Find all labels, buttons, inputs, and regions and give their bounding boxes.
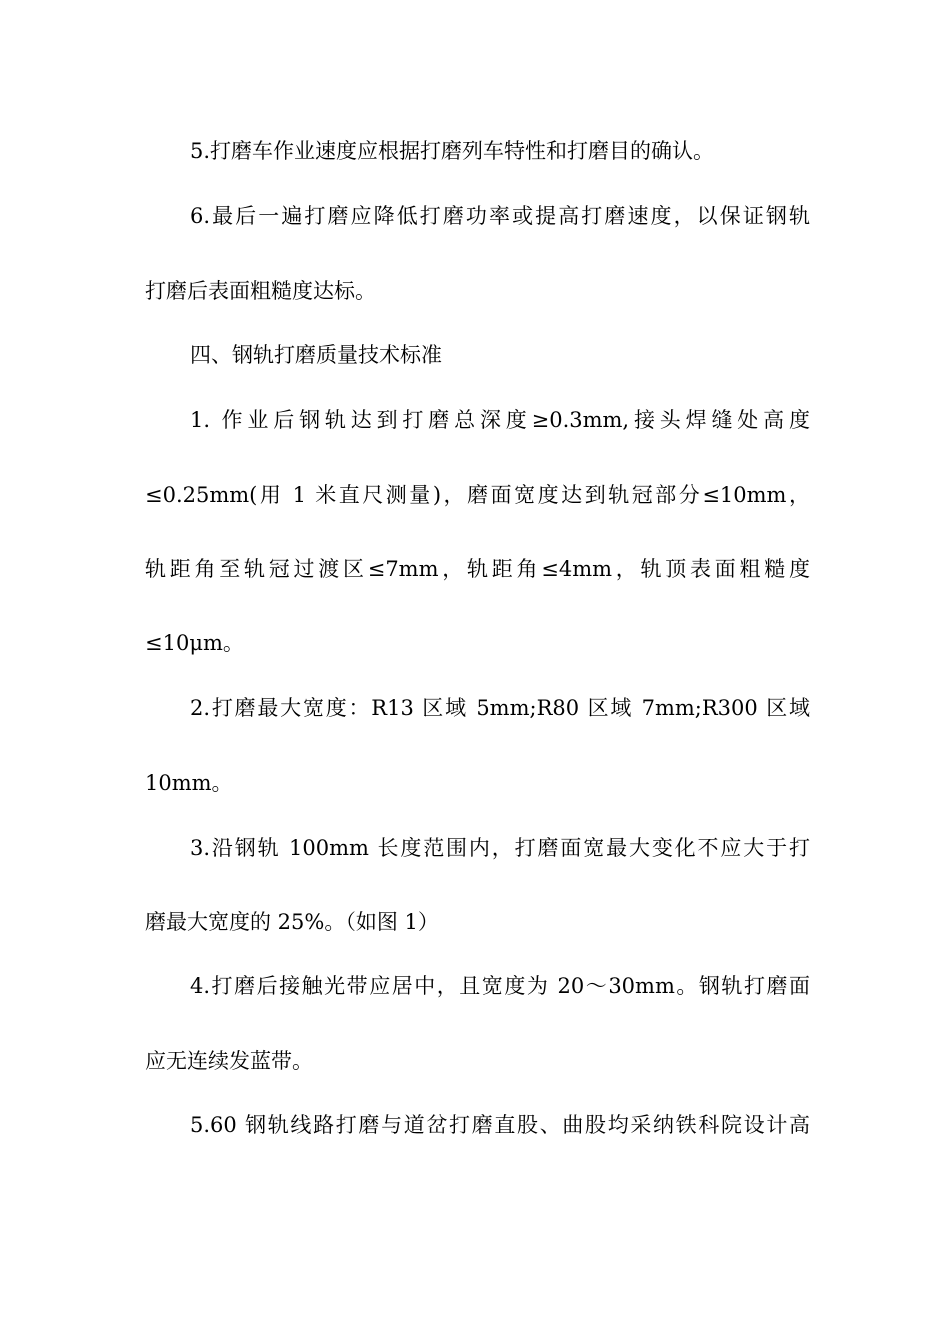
standard-item-1-line-1: 1. 作业后钢轨达到打磨总深度≥0.3mm,接头焊缝处高度 xyxy=(190,408,810,432)
paragraph-item-6-line-2: 打磨后表面粗糙度达标。 xyxy=(145,279,376,303)
standard-item-4-line-2: 应无连续发蓝带。 xyxy=(145,1049,313,1073)
standard-item-4-line-1: 4.打磨后接触光带应居中，且宽度为 20～30mm。钢轨打磨面 xyxy=(190,974,810,998)
standard-item-1-line-3: 轨距角至轨冠过渡区≤7mm，轨距角≤4mm，轨顶表面粗糙度 xyxy=(145,557,810,581)
standard-item-3-line-2: 磨最大宽度的 25%。（如图 1） xyxy=(145,910,439,934)
standard-item-1-line-4: ≤10μm。 xyxy=(145,631,244,655)
standard-item-5-line-1: 5.60 钢轨线路打磨与道岔打磨直股、曲股均采纳铁科院设计高 xyxy=(190,1113,810,1137)
paragraph-item-6-line-1: 6.最后一遍打磨应降低打磨功率或提高打磨速度，以保证钢轨 xyxy=(190,204,810,228)
standard-item-2-line-2: 10mm。 xyxy=(145,771,233,795)
standard-item-2-line-1: 2.打磨最大宽度：R13 区域 5mm;R80 区域 7mm;R300 区域 xyxy=(190,696,810,720)
standard-item-1-line-2: ≤0.25mm(用 1 米直尺测量)，磨面宽度达到轨冠部分≤10mm， xyxy=(145,483,810,507)
paragraph-item-5-speed: 5.打磨车作业速度应根据打磨列车特性和打磨目的确认。 xyxy=(190,139,715,163)
standard-item-3-line-1: 3.沿钢轨 100mm 长度范围内，打磨面宽最大变化不应大于打 xyxy=(190,836,810,860)
section-heading: 四、钢轨打磨质量技术标准 xyxy=(190,343,442,367)
